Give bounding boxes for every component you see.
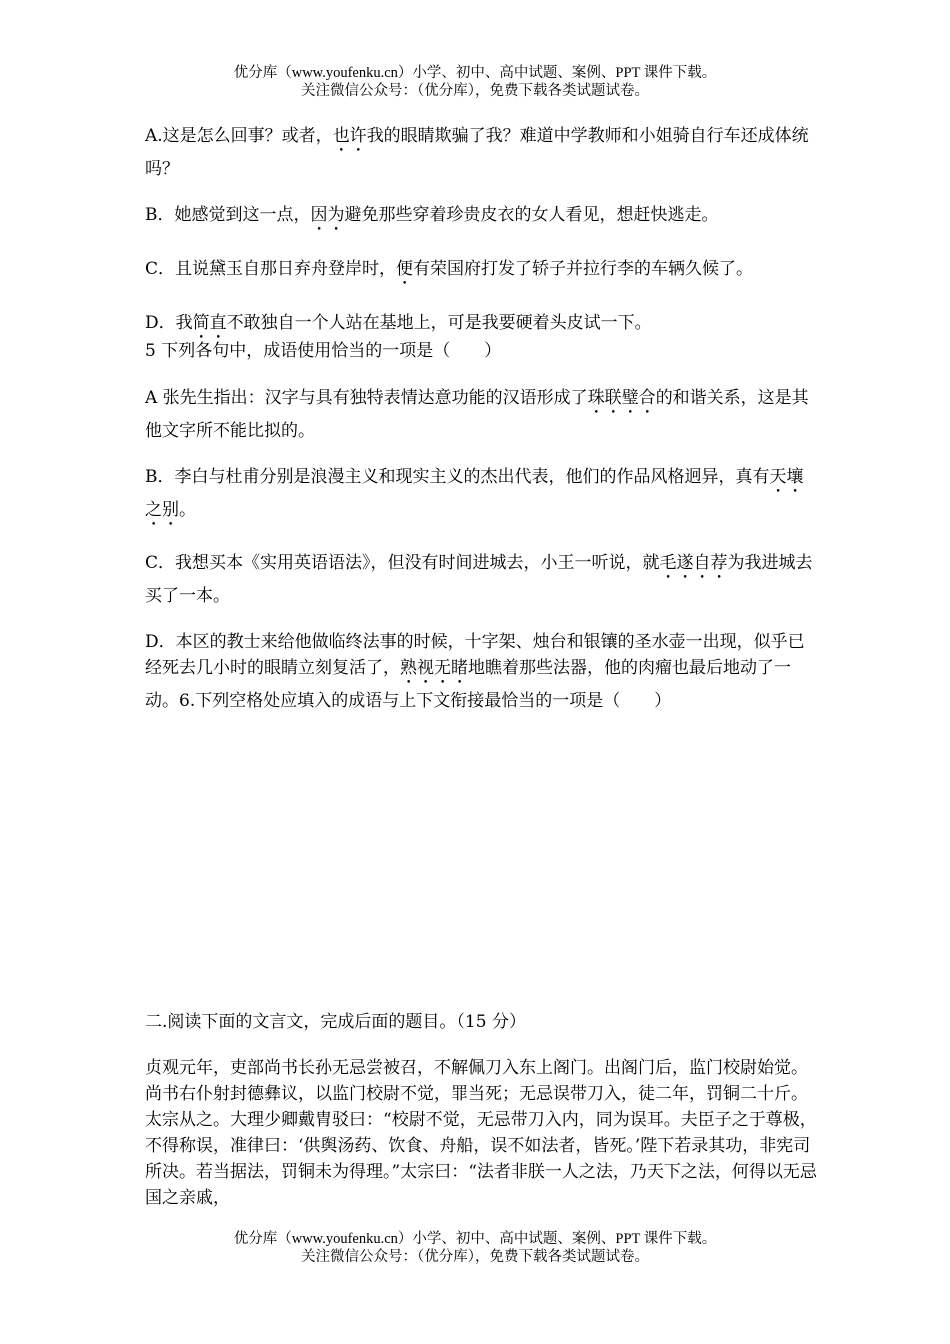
header-line-2: 关注微信公众号：（优分库），免费下载各类试题试卷。 xyxy=(301,83,649,99)
page-footer xyxy=(0,1230,950,1266)
section-2-title: 二.阅读下面的文言文，完成后面的题目。（15 分） xyxy=(145,1012,526,1032)
option-5c: C．我想买本《实用英语语法》，但没有时间进城去，小王一听说，就毛遂自荐为我进城去买了一本。 xyxy=(145,553,813,606)
emphasis-mark: 简直 xyxy=(192,313,227,333)
emphasis-mark: 天壤之别 xyxy=(145,467,804,520)
option-5a: A 张先生指出：汉字与具有独特表情达意功能的汉语形成了珠联璧合的和谐关系，这是其他文字所不能比拟的。 xyxy=(145,388,809,441)
option-5d: D．本区的教士来给他做临终法事的时候，十字架、烛台和银镶的圣水壶一出现，似乎已经死去几小时的眼睛立刻复活了，熟视无睹地瞧着那些法器，他的肉瘤也最后地动了一动。6.下列空格处应填入的成语与上下文衔接最恰当的一项是（ ） xyxy=(145,632,805,711)
emphasis-mark: 因为 xyxy=(310,205,345,225)
emphasis-mark: 也许 xyxy=(332,126,367,146)
section-2 xyxy=(145,1009,817,1211)
question-5-stem: 5 下列各句中，成语使用恰当的一项是（ ） xyxy=(145,341,502,361)
footer-line-1: 优分库（www.youfenku.cn）小学、初中、高中试题、案例、PPT 课件下载。 xyxy=(233,1231,717,1247)
option-4d: D．我简直不敢独自一个人站在基地上，可是我要硬着头皮试一下。 xyxy=(145,313,652,333)
option-4c: C．且说黛玉自那日弃舟登岸时，便有荣国府打发了轿子并拉行李的车辆久候了。 xyxy=(145,259,754,279)
option-4b: B．她感觉到这一点，因为避免那些穿着珍贵皮衣的女人看见，想赶快逃走。 xyxy=(145,205,719,225)
emphasis-mark: 熟视无睹 xyxy=(400,658,468,678)
option-4a: A.这是怎么回事？或者，也许我的眼睛欺骗了我？难道中学教师和小姐骑自行车还成体统吗？ xyxy=(145,126,809,179)
header-line-1: 优分库（www.youfenku.cn）小学、初中、高中试题、案例、PPT 课件下载。 xyxy=(233,65,717,81)
question-5 xyxy=(145,338,817,714)
emphasis-mark: 毛遂自荐 xyxy=(659,553,728,573)
emphasis-mark: 便 xyxy=(396,259,414,279)
question-4-options xyxy=(145,123,817,343)
emphasis-mark: 珠联璧合 xyxy=(587,388,656,408)
classical-passage: 贞观元年，吏部尚书长孙无忌尝被召，不解佩刀入东上阁门。出阁门后，监门校尉始觉。尚书右仆射封德彝议，以监门校尉不觉，罪当死；无忌误带刀入，徒二年，罚铜二十斤。太宗从之。大理少卿戴胄驳曰：“校尉不觉，无忌带刀入内，同为误耳。夫臣子之于尊极，不得称误，准律曰：‘供舆汤药、饮食、舟船，误不如法者，皆死。’陛下若录其功，非宪司所决。若当据法，罚铜未为得理。”太宗曰：“法者非朕一人之法，乃天下之法，何得以无忌国之亲戚， xyxy=(145,1058,817,1208)
option-5b: B．李白与杜甫分别是浪漫主义和现实主义的杰出代表，他们的作品风格迥异，真有天壤之别。 xyxy=(145,467,804,520)
footer-line-2: 关注微信公众号：（优分库），免费下载各类试题试卷。 xyxy=(301,1249,649,1265)
page-header xyxy=(0,64,950,100)
